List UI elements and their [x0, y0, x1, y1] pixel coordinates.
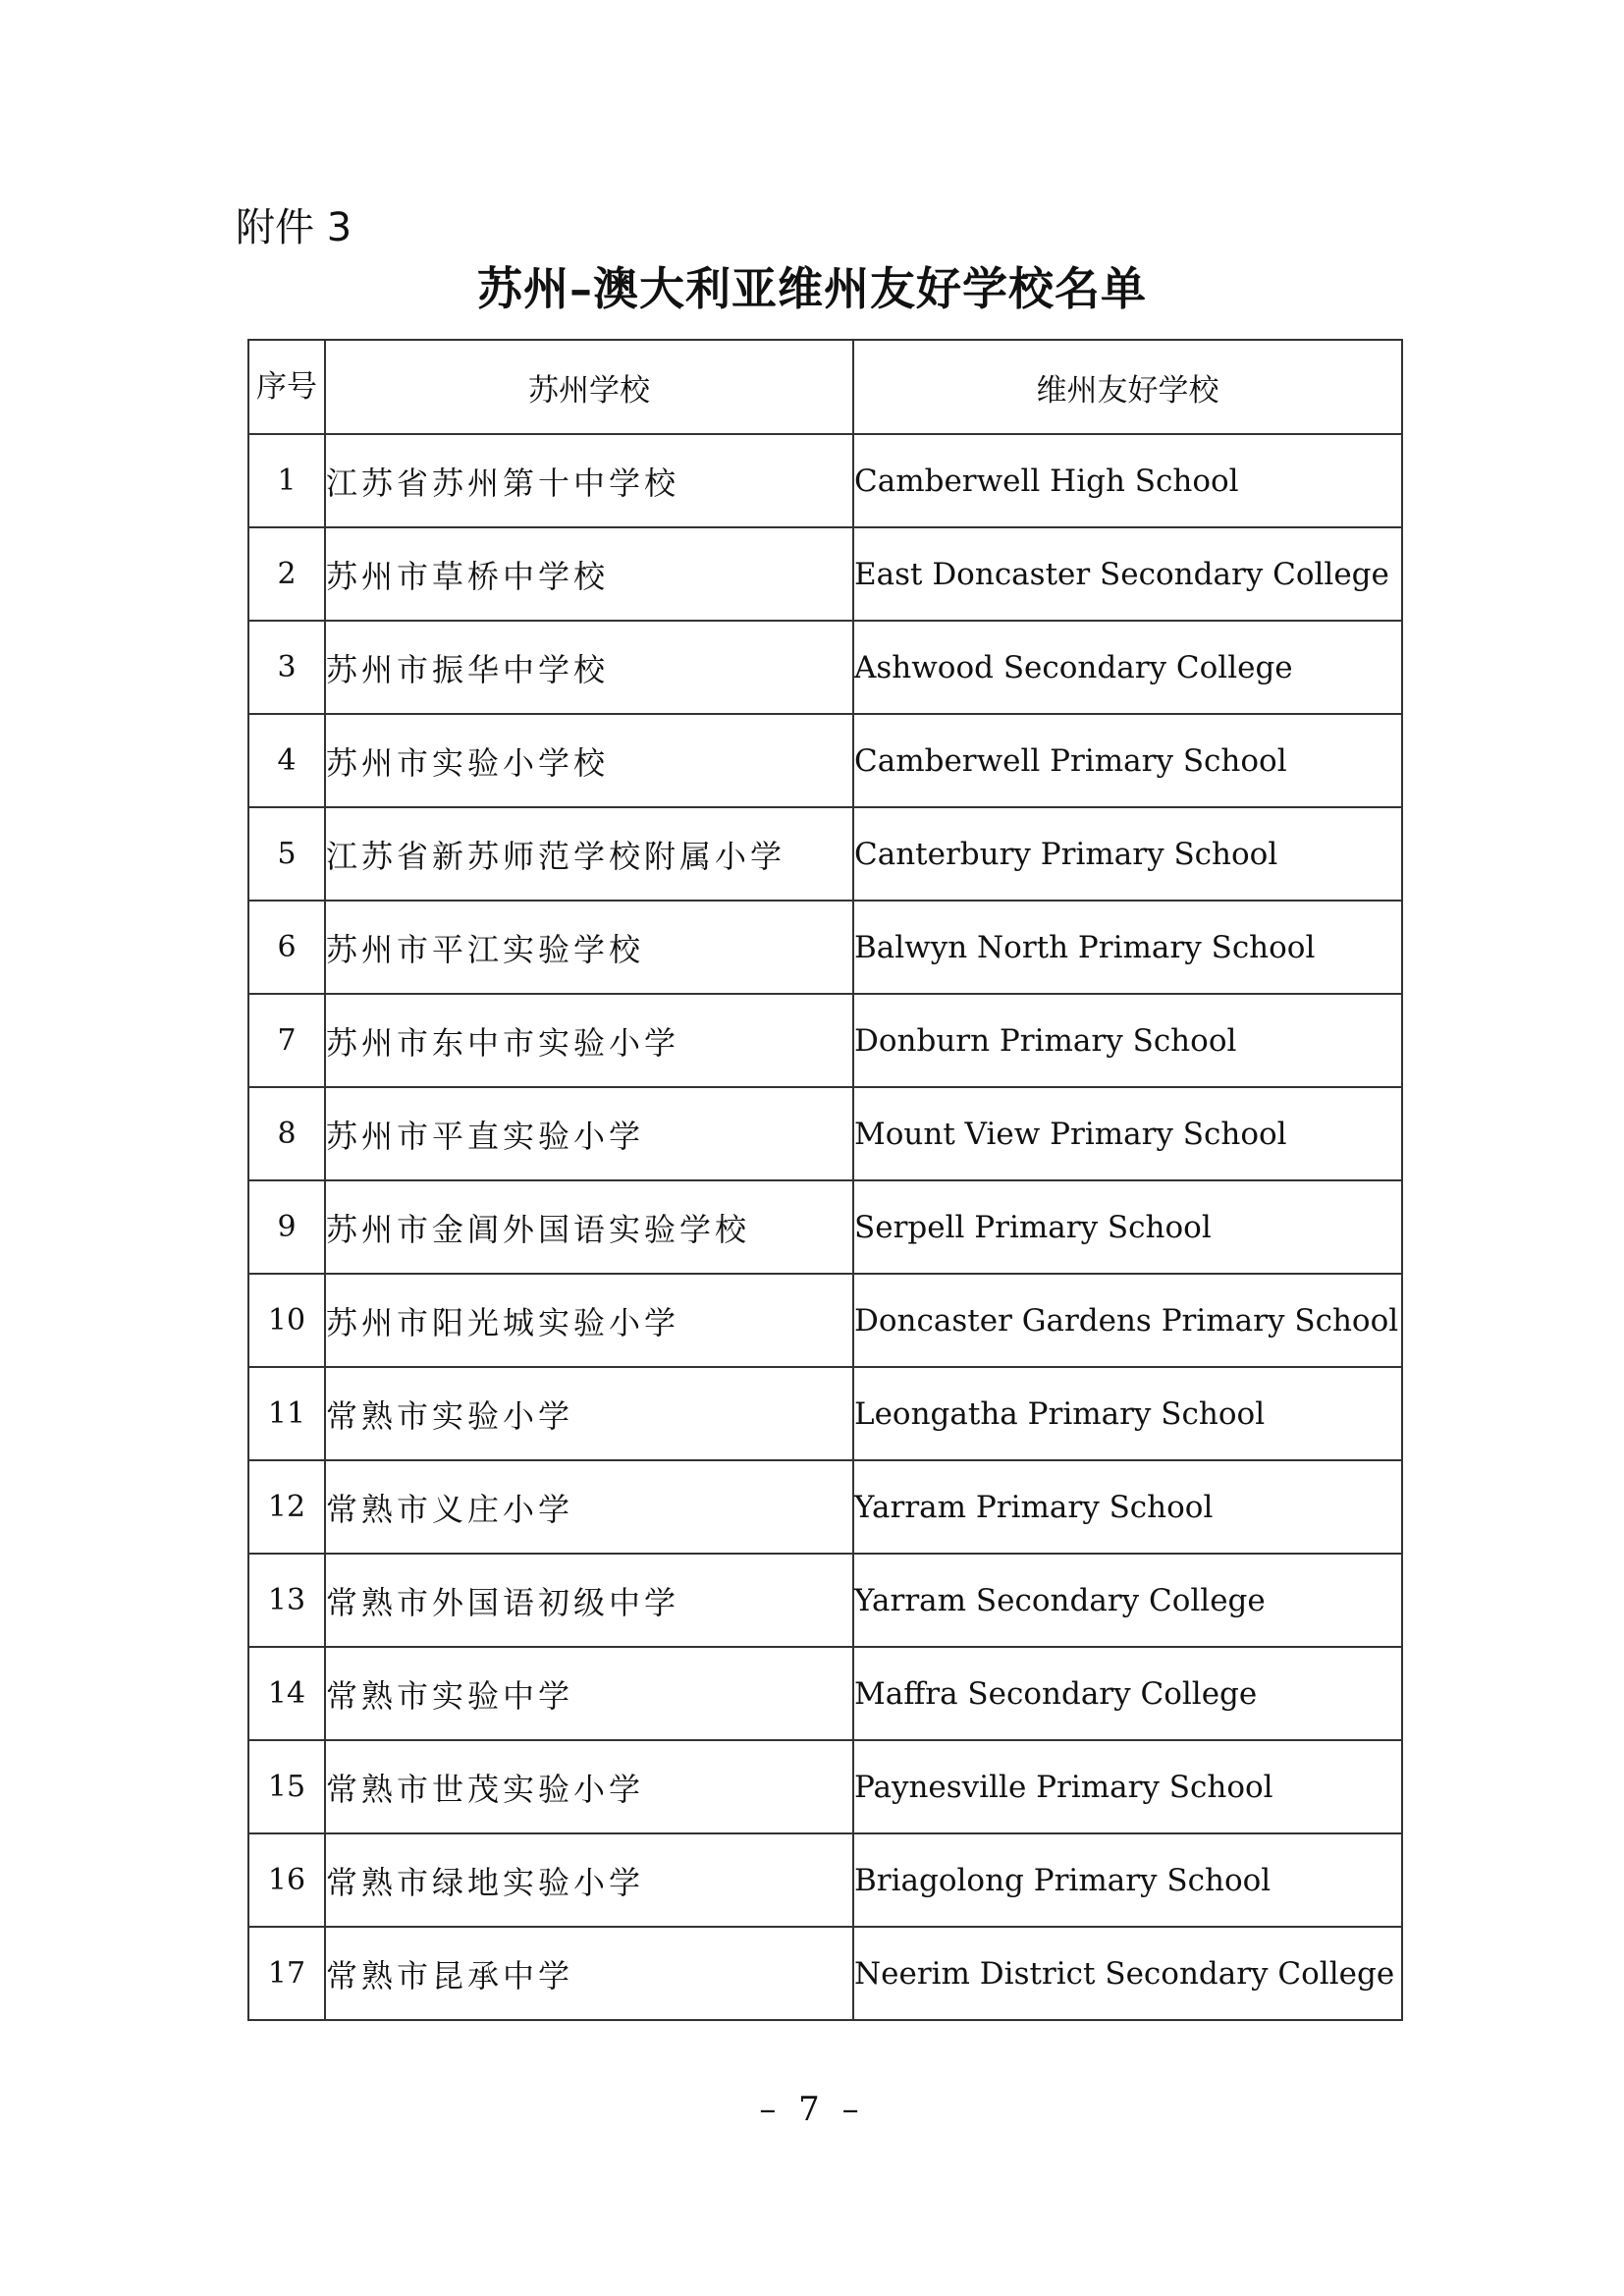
table-row [248, 1554, 1402, 1647]
suzhou-school-name: 江苏省苏州第十中学校 [325, 434, 853, 527]
table-header-row [248, 340, 1402, 434]
row-seq: 5 [248, 807, 325, 901]
suzhou-school-name: 苏州市东中市实验小学 [325, 994, 853, 1087]
row-seq: 2 [248, 527, 325, 621]
victoria-school-name: Neerim District Secondary College [853, 1927, 1402, 2020]
suzhou-school-name: 苏州市实验小学校 [325, 714, 853, 807]
header-seq: 序号 [248, 340, 325, 434]
header-suzhou-school: 苏州学校 [325, 340, 853, 434]
suzhou-school-name: 苏州市平直实验小学 [325, 1087, 853, 1180]
victoria-school-name: Canterbury Primary School [853, 807, 1402, 901]
suzhou-school-name: 常熟市义庄小学 [325, 1460, 853, 1554]
table-row [248, 714, 1402, 807]
row-seq: 13 [248, 1554, 325, 1647]
suzhou-school-name: 常熟市昆承中学 [325, 1927, 853, 2020]
table-row [248, 1927, 1402, 2020]
row-seq: 11 [248, 1367, 325, 1460]
victoria-school-name: Yarram Primary School [853, 1460, 1402, 1554]
attachment-label: 附件 3 [236, 205, 352, 250]
suzhou-school-name: 苏州市振华中学校 [325, 621, 853, 714]
row-seq: 6 [248, 901, 325, 994]
victoria-school-name: Doncaster Gardens Primary School [853, 1274, 1402, 1367]
suzhou-school-name: 常熟市实验中学 [325, 1647, 853, 1740]
suzhou-school-name: 苏州市金阊外国语实验学校 [325, 1180, 853, 1274]
row-seq: 8 [248, 1087, 325, 1180]
row-seq: 7 [248, 994, 325, 1087]
row-seq: 10 [248, 1274, 325, 1367]
victoria-school-name: Mount View Primary School [853, 1087, 1402, 1180]
row-seq: 12 [248, 1460, 325, 1554]
victoria-school-name: Donburn Primary School [853, 994, 1402, 1087]
school-list-table [247, 339, 1403, 2021]
page-number: – 7 – [759, 2090, 865, 2129]
suzhou-school-name: 常熟市外国语初级中学 [325, 1554, 853, 1647]
victoria-school-name: Camberwell High School [853, 434, 1402, 527]
suzhou-school-name: 苏州市草桥中学校 [325, 527, 853, 621]
victoria-school-name: East Doncaster Secondary College [853, 527, 1402, 621]
document-title: 苏州–澳大利亚维州友好学校名单 [477, 262, 1147, 315]
table-row [248, 807, 1402, 901]
table-row [248, 1833, 1402, 1927]
table-row [248, 527, 1402, 621]
row-seq: 15 [248, 1740, 325, 1833]
table-row [248, 1460, 1402, 1554]
table-row [248, 434, 1402, 527]
suzhou-school-name: 常熟市绿地实验小学 [325, 1833, 853, 1927]
victoria-school-name: Serpell Primary School [853, 1180, 1402, 1274]
table-row [248, 994, 1402, 1087]
table-row [248, 901, 1402, 994]
row-seq: 14 [248, 1647, 325, 1740]
suzhou-school-name: 常熟市实验小学 [325, 1367, 853, 1460]
victoria-school-name: Camberwell Primary School [853, 714, 1402, 807]
suzhou-school-name: 江苏省新苏师范学校附属小学 [325, 807, 853, 901]
suzhou-school-name: 苏州市阳光城实验小学 [325, 1274, 853, 1367]
victoria-school-name: Paynesville Primary School [853, 1740, 1402, 1833]
victoria-school-name: Briagolong Primary School [853, 1833, 1402, 1927]
suzhou-school-name: 常熟市世茂实验小学 [325, 1740, 853, 1833]
table-row [248, 1180, 1402, 1274]
victoria-school-name: Balwyn North Primary School [853, 901, 1402, 994]
table-body [248, 434, 1402, 2020]
row-seq: 17 [248, 1927, 325, 2020]
table-row [248, 1367, 1402, 1460]
row-seq: 3 [248, 621, 325, 714]
row-seq: 9 [248, 1180, 325, 1274]
row-seq: 16 [248, 1833, 325, 1927]
row-seq: 4 [248, 714, 325, 807]
table-row [248, 1087, 1402, 1180]
table-row [248, 621, 1402, 714]
row-seq: 1 [248, 434, 325, 527]
suzhou-school-name: 苏州市平江实验学校 [325, 901, 853, 994]
victoria-school-name: Leongatha Primary School [853, 1367, 1402, 1460]
table-row [248, 1740, 1402, 1833]
victoria-school-name: Maffra Secondary College [853, 1647, 1402, 1740]
header-victoria-school: 维州友好学校 [853, 340, 1402, 434]
table-row [248, 1274, 1402, 1367]
table-row [248, 1647, 1402, 1740]
victoria-school-name: Yarram Secondary College [853, 1554, 1402, 1647]
victoria-school-name: Ashwood Secondary College [853, 621, 1402, 714]
